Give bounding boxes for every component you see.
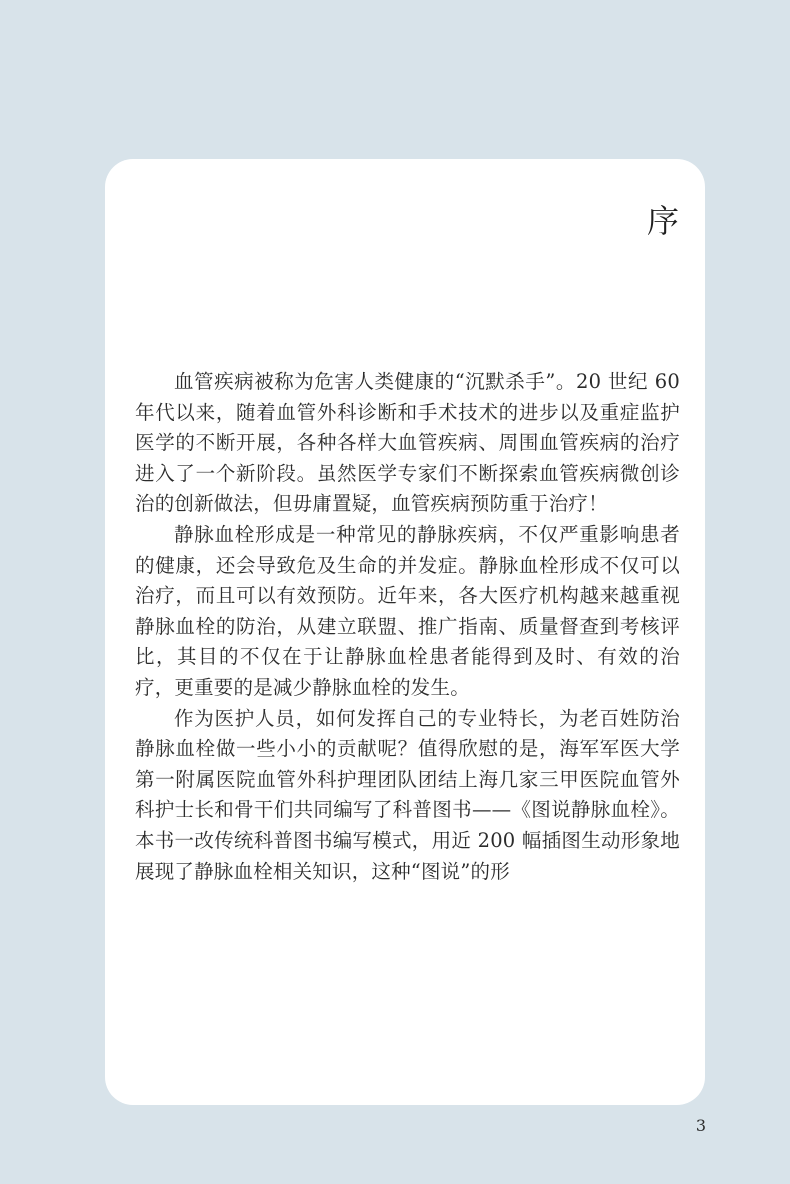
page-card (105, 159, 705, 1105)
paragraph-3: 作为医护人员，如何发挥自己的专业特长，为老百姓防治静脉血栓做一些小小的贡献呢？值得欣慰的是，海军军医大学第一附属医院血管外科护理团队团结上海几家三甲医院血管外科护士长和骨干们共同编写了科普图书——《图说静脉血栓》。本书一改传统科普图书编写模式，用近 200 幅插图生动形象地展现了静脉血栓相关知识，这种“图说”的形 (135, 706, 680, 883)
paragraph-1: 血管疾病被称为危害人类健康的“沉默杀手”。20 世纪 60 年代以来，随着血管外科诊断和手术技术的进步以及重症监护医学的不断开展，各种各样大血管疾病、周围血管疾病的治疗进入了一个新阶段。虽然医学专家们不断探索血管疾病微创诊治的创新做法，但毋庸置疑，血管疾病预防重于治疗！ (135, 370, 680, 516)
body-text (135, 367, 680, 887)
page-title: 序 (646, 202, 679, 240)
paragraph-2: 静脉血栓形成是一种常见的静脉疾病，不仅严重影响患者的健康，还会导致危及生命的并发症。静脉血栓形成不仅可以治疗，而且可以有效预防。近年来，各大医疗机构越来越重视静脉血栓的防治，从建立联盟、推广指南、质量督查到考核评比，其目的不仅在于让静脉血栓患者能得到及时、有效的治疗，更重要的是减少静脉血栓的发生。 (135, 522, 680, 699)
page-number: 3 (695, 1116, 706, 1135)
